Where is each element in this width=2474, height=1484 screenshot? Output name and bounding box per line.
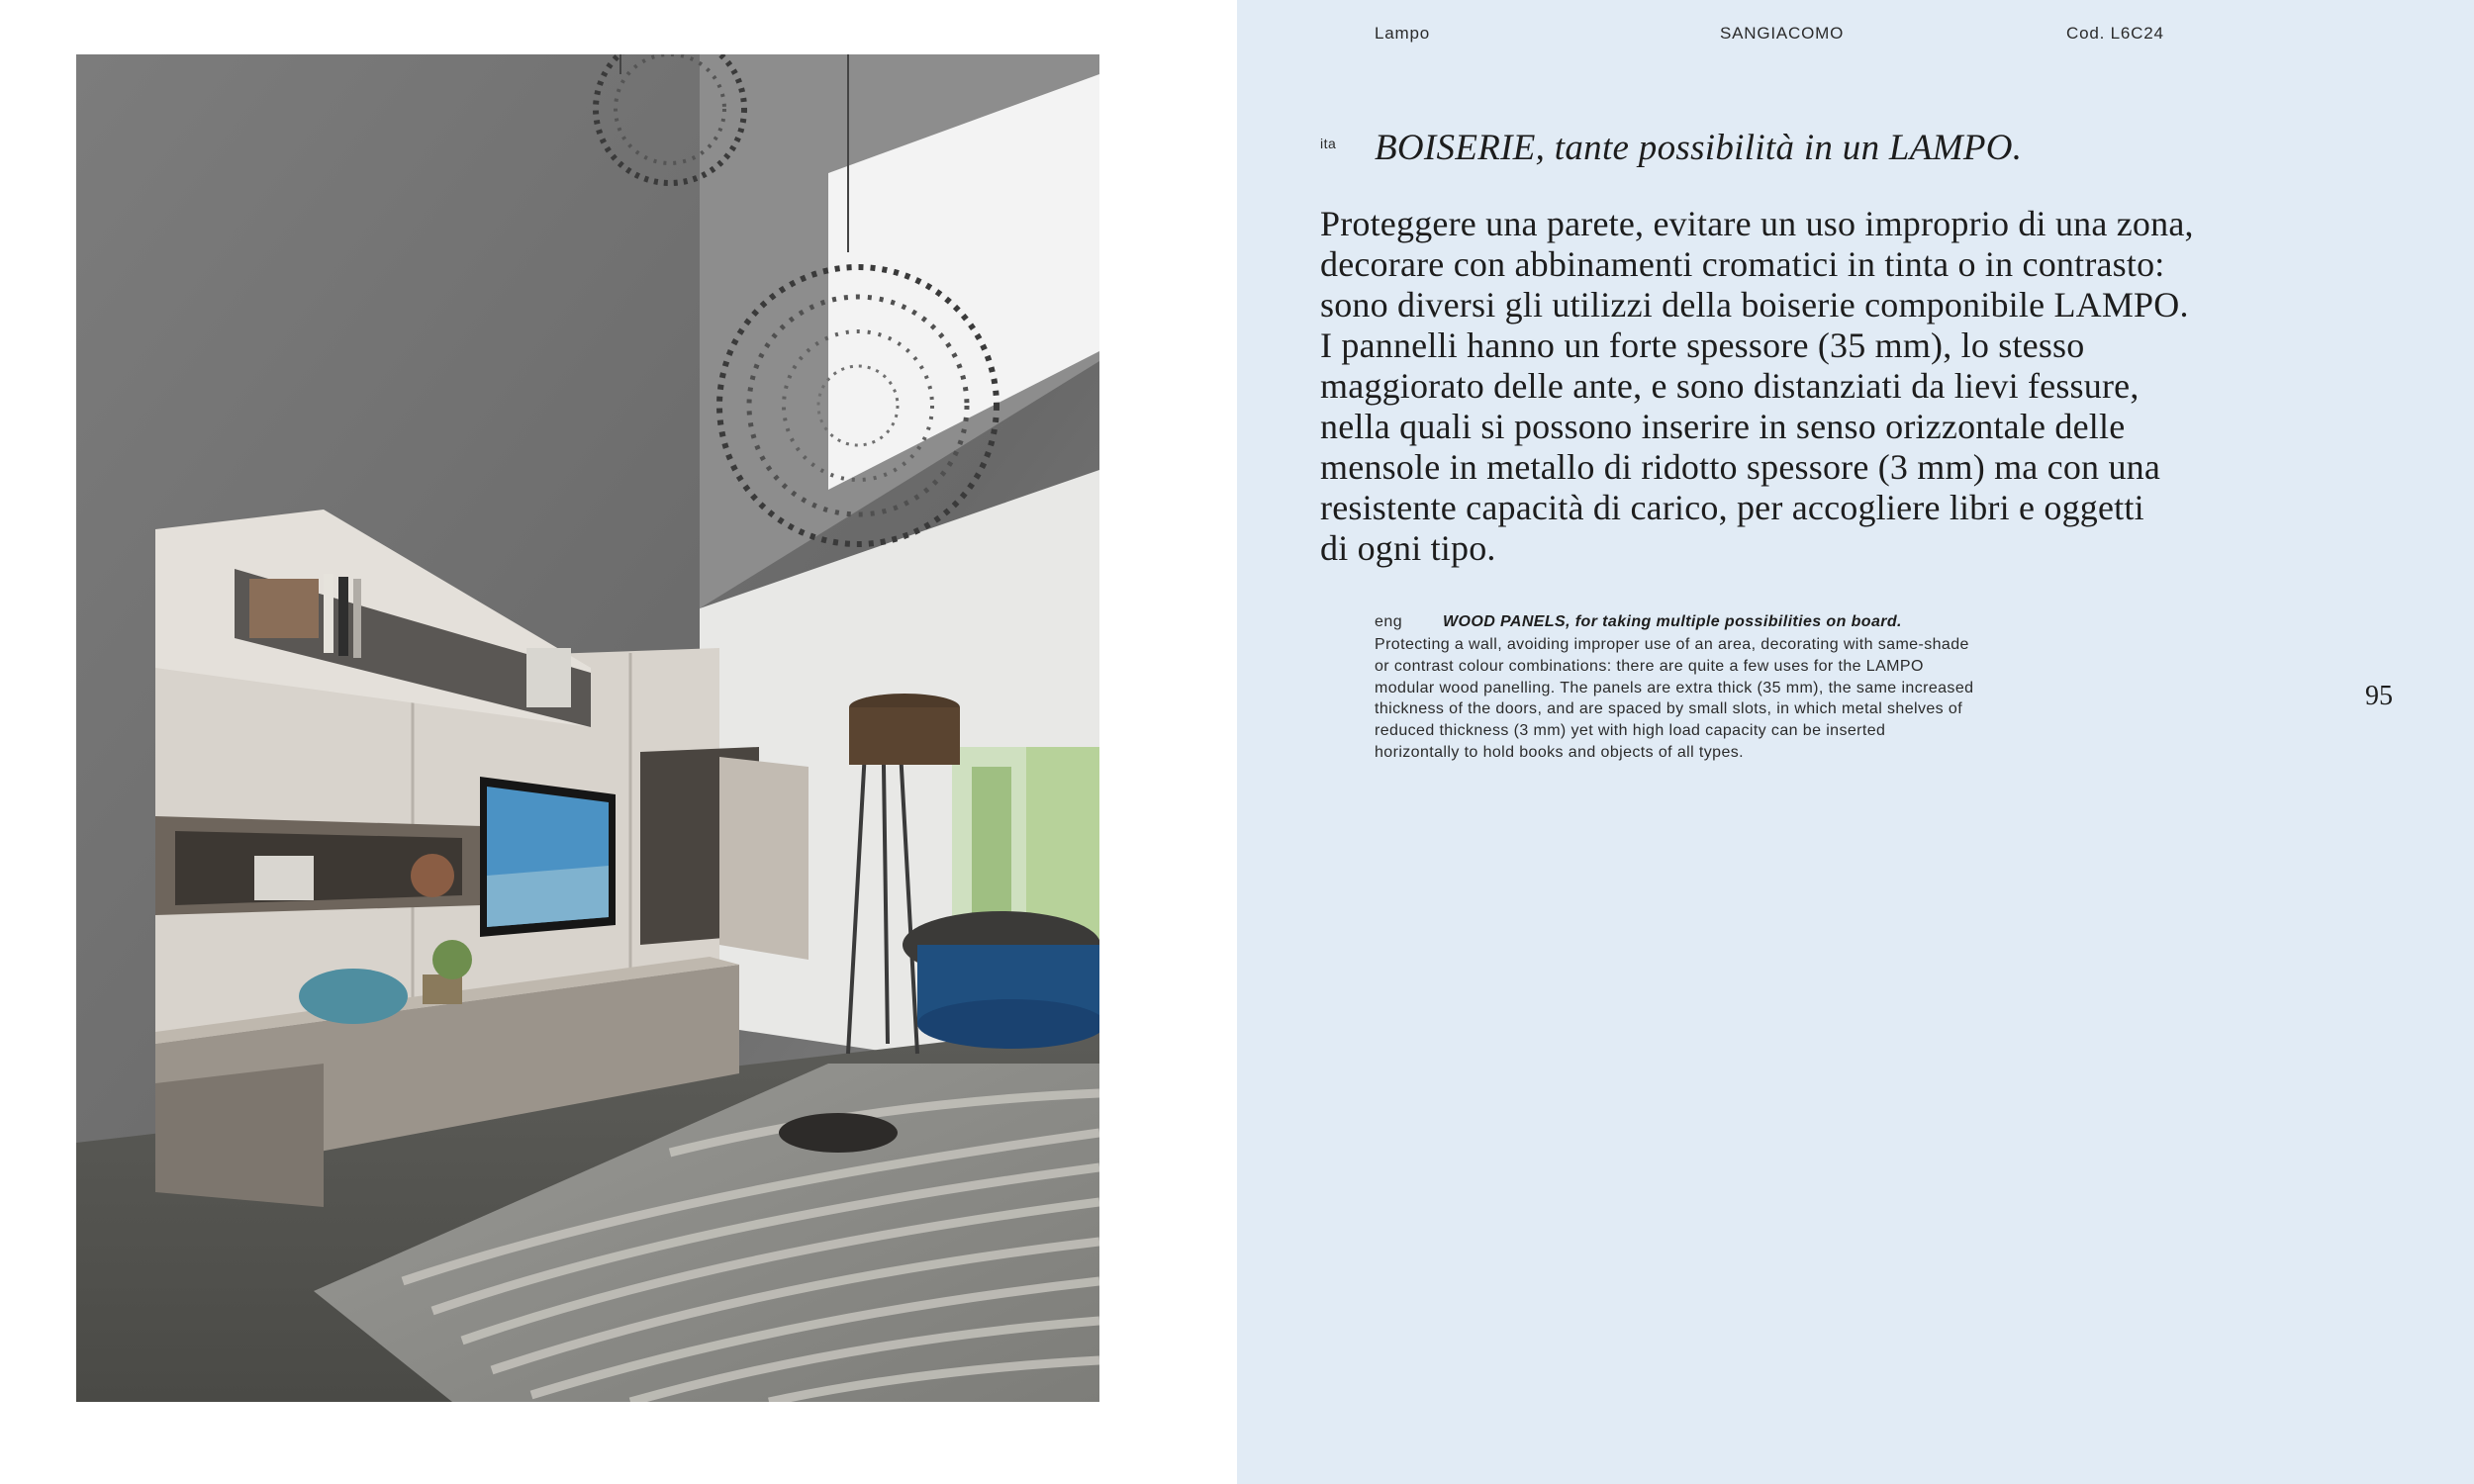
english-line: horizontally to hold books and objects of all types. — [1375, 743, 1745, 761]
english-language-tag: eng — [1375, 613, 1403, 630]
italian-line: sono diversi gli utilizzi della boiserie componibile LAMPO. — [1320, 285, 2189, 325]
italian-line: di ogni tipo. — [1320, 528, 1496, 568]
header-code: Cod. L6C24 — [2066, 24, 2164, 43]
header-brand: SANGIACOMO — [1720, 24, 1845, 43]
italian-title: BOISERIE, tante possibilità in un LAMPO. — [1375, 128, 2023, 168]
italian-line: decorare con abbinamenti cromatici in tinta o in contrasto: — [1320, 244, 2165, 284]
english-line: thickness of the doors, and are spaced by small slots, in which metal shelves of — [1375, 700, 1963, 718]
italian-line: resistente capacità di carico, per accogliere libri e oggetti — [1320, 488, 2144, 527]
page-number: 95 — [2365, 681, 2393, 711]
italian-line: maggiorato delle ante, e sono distanziati da lievi fessure, — [1320, 366, 2140, 406]
english-line: reduced thickness (3 mm) yet with high load capacity can be inserted — [1375, 722, 1886, 740]
english-line: modular wood panelling. The panels are extra thick (35 mm), the same increased — [1375, 679, 1974, 696]
english-line: or contrast colour combinations: there are quite a few uses for the LAMPO — [1375, 657, 1924, 675]
right-page — [1237, 0, 2474, 1484]
english-title: WOOD PANELS, for taking multiple possibilities on board. — [1443, 613, 1902, 630]
italian-body — [1320, 204, 2428, 569]
interior-photo — [76, 54, 1099, 1402]
living-room-image — [76, 54, 1099, 1402]
italian-line: nella quali si possono inserire in senso orizzontale delle — [1320, 407, 2126, 446]
italian-line: Proteggere una parete, evitare un uso improprio di una zona, — [1320, 204, 2194, 243]
italian-language-tag: ita — [1320, 136, 1337, 151]
english-body — [1375, 634, 2067, 764]
header-product-name: Lampo — [1375, 24, 1430, 43]
english-line: Protecting a wall, avoiding improper use of an area, decorating with same-shade — [1375, 636, 1969, 653]
italian-line: mensole in metallo di ridotto spessore (3 mm) ma con una — [1320, 447, 2161, 487]
italian-line: I pannelli hanno un forte spessore (35 mm), lo stesso — [1320, 325, 2085, 365]
